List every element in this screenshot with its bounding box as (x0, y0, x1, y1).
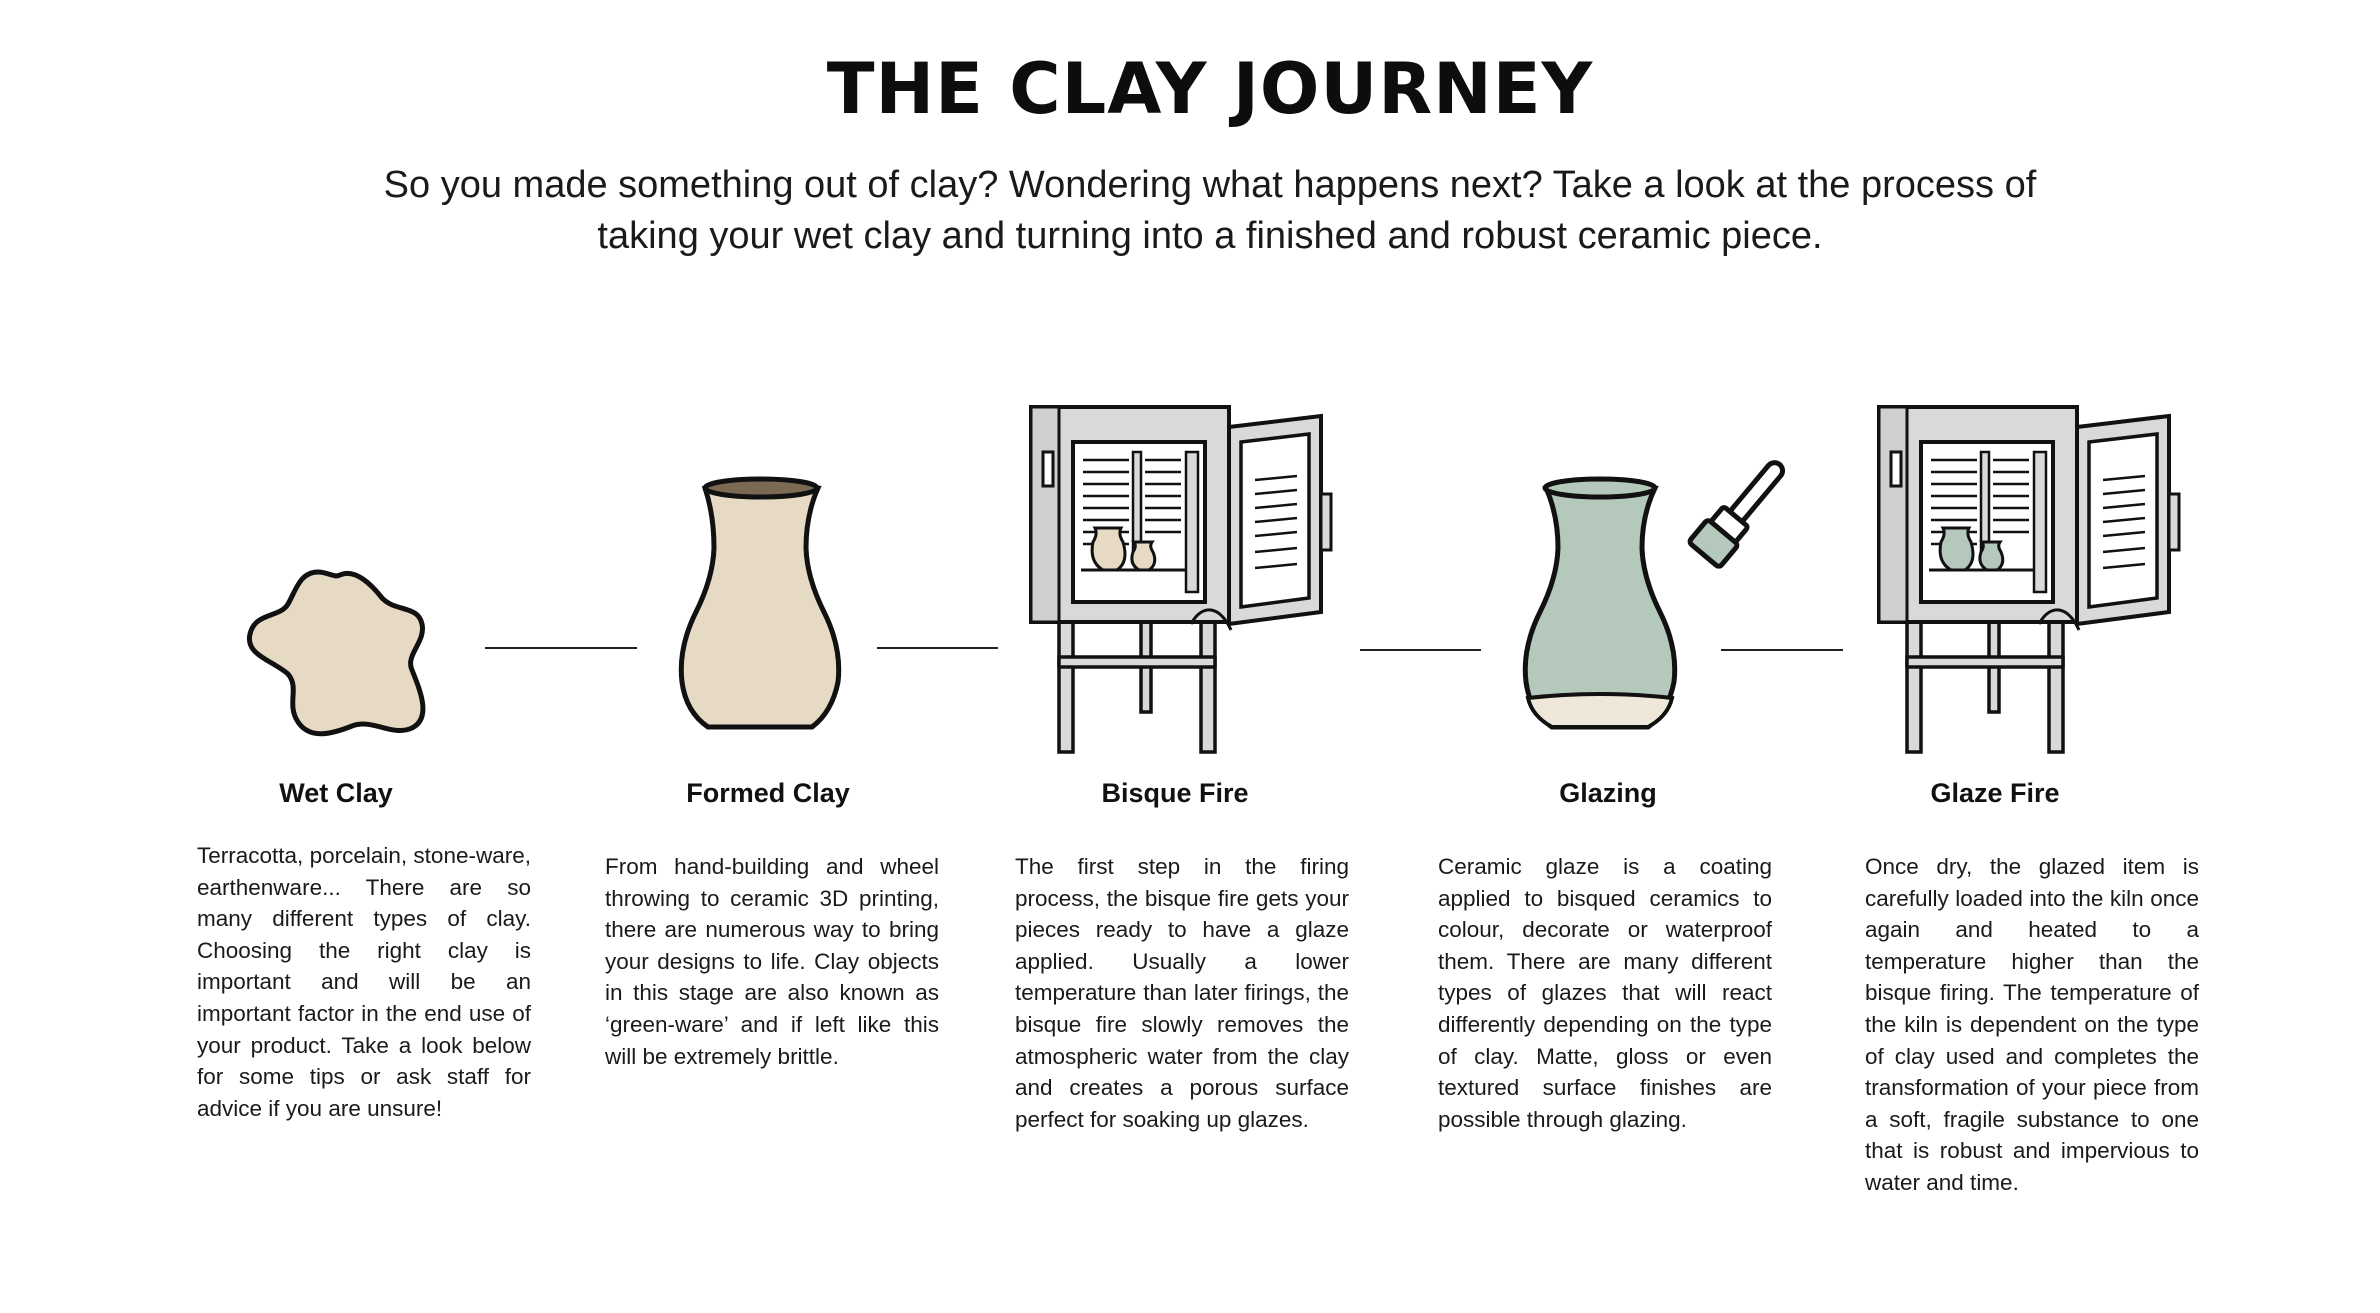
glazed-vase-with-brush-icon (1525, 452, 1795, 727)
stage-label-glaze-fire: Glaze Fire (1930, 778, 2060, 808)
stage-description-glaze-fire: Once dry, the glazed item is carefully loaded into the kiln once again and heated to a temperature higher than the bisque firing. The temperature of the kiln is dependent on the type of clay used and completes the transformation of your piece from a soft, fragile substance to one that is robust and impervious to water and time. (1865, 854, 2199, 1195)
page-subtitle: So you made something out of clay? Wondering what happens next? Take a look at the process of taking your wet clay and turning into a finished and robust ceramic piece. (383, 164, 2037, 257)
stage-description-formed-clay: From hand-building and wheel throwing to ceramic 3D printing, there are numerous way to bring your designs to life. Clay objects in this stage are also known as ‘green-ware’ and if left like this will be extremely brittle. (605, 854, 939, 1069)
stage-description-wet-clay: Terracotta, porcelain, stone-ware, earthenware... There are so many different types of clay. Choosing the right clay is important and will be an important factor in the end use of your product. Take a look below for some tips or ask staff for advice if you are unsure! (197, 843, 531, 1121)
stage-label-glazing: Glazing (1559, 778, 1657, 808)
kiln-icon (1879, 407, 2179, 752)
kiln-icon (1031, 407, 1331, 752)
wet-clay-blob-icon (249, 572, 423, 734)
stage-label-wet-clay: Wet Clay (279, 778, 393, 808)
stage-description-bisque-fire: The first step in the firing process, the bisque fire gets your pieces ready to have a glaze applied. Usually a lower temperature than later firings, the bisque fire slowly removes the atmospheric water from the clay and creates a porous surface perfect for soaking up glazes. (1015, 854, 1349, 1132)
vase-icon (681, 479, 838, 727)
stage-description-glazing: Ceramic glaze is a coating applied to bisqued ceramics to colour, decorate or waterproof them. There are many different types of glazes that will react differently depending on the type of clay. Matte, gloss or even textured surface finishes are possible through glazing. (1438, 854, 1772, 1132)
stage-label-bisque-fire: Bisque Fire (1101, 778, 1249, 808)
stage-label-formed-clay: Formed Clay (686, 778, 850, 808)
page-title: THE CLAY JOURNEY (826, 48, 1594, 130)
